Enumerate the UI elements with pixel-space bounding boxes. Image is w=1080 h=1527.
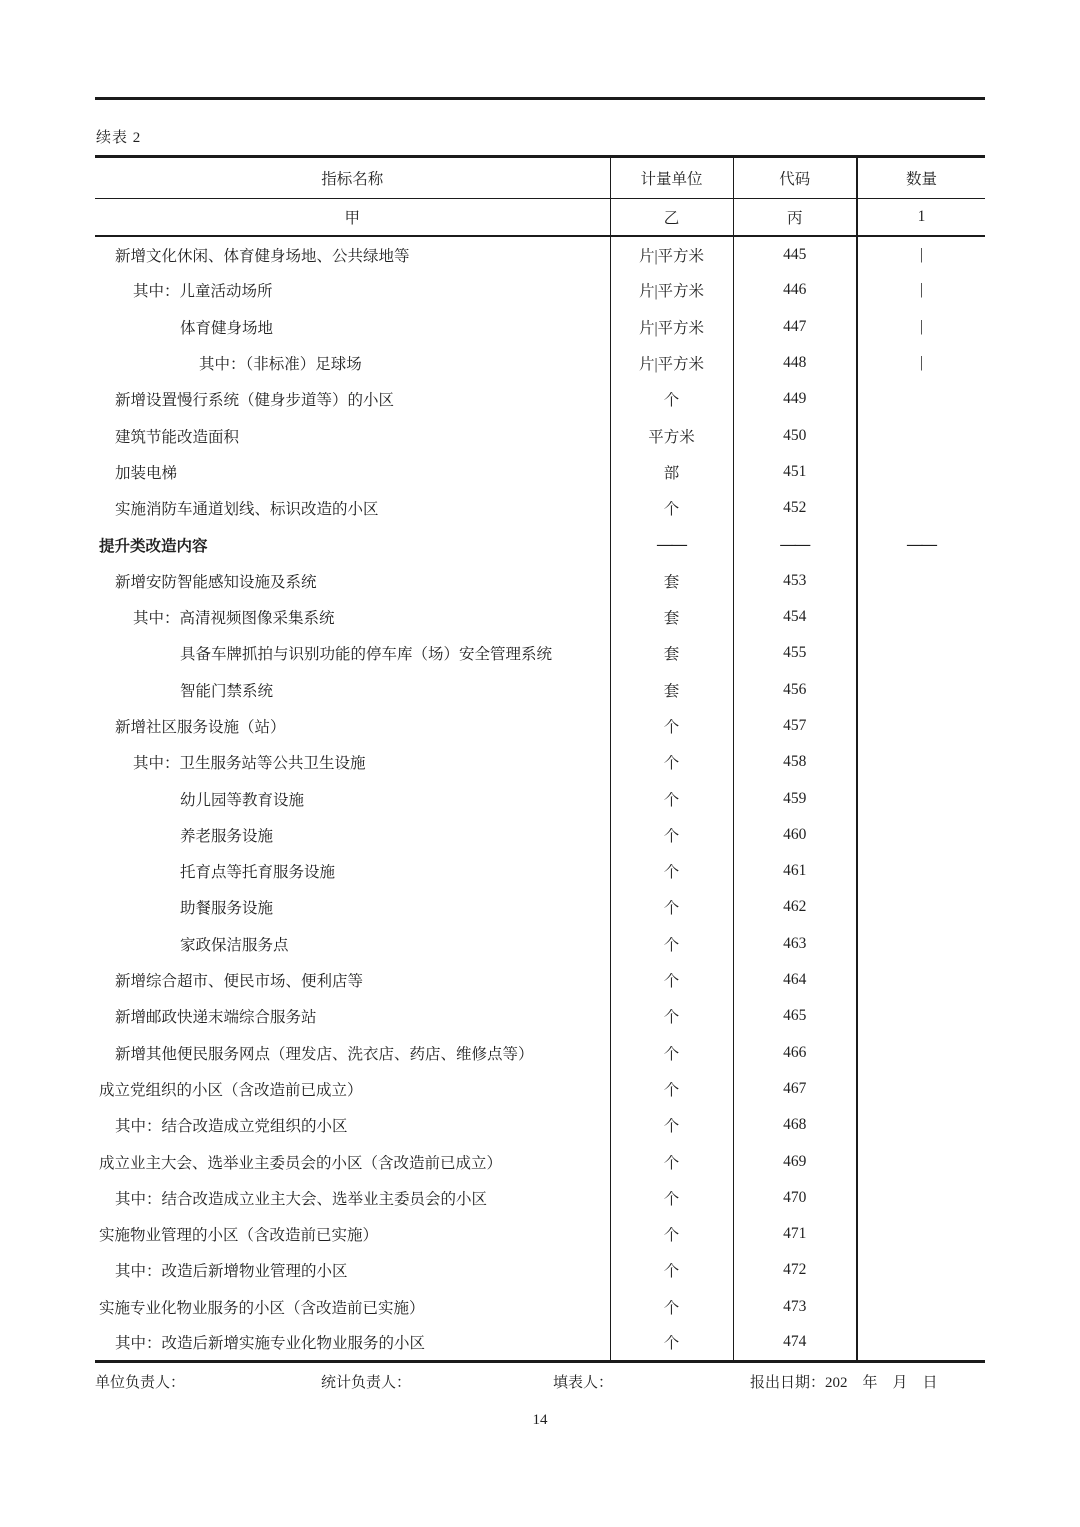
table-row — [95, 635, 985, 671]
column-header-row — [95, 157, 985, 199]
code-cell: —— — [733, 526, 857, 562]
unit-cell: 个 — [610, 744, 733, 780]
code-cell: 473 — [733, 1289, 857, 1325]
code-cell: 474 — [733, 1325, 857, 1361]
table-row — [95, 236, 985, 272]
quantity-cell — [857, 998, 985, 1034]
unit-cell: 个 — [610, 962, 733, 998]
table-row — [95, 962, 985, 998]
indicator-name-cell: 加装电梯 — [95, 454, 610, 490]
quantity-cell — [857, 1180, 985, 1216]
table-row — [95, 272, 985, 308]
unit-cell: 个 — [610, 1325, 733, 1361]
indicator-name-cell: 养老服务设施 — [95, 817, 610, 853]
indicator-name-cell: 托育点等托育服务设施 — [95, 853, 610, 889]
table-row — [95, 1325, 985, 1361]
code-cell: 472 — [733, 1252, 857, 1288]
table-row — [95, 454, 985, 490]
indicator-name-cell: 其中：高清视频图像采集系统 — [95, 599, 610, 635]
indicator-name-cell: 其中：改造后新增实施专业化物业服务的小区 — [95, 1325, 610, 1361]
code-cell: 445 — [733, 236, 857, 272]
column-header-code: 代码 — [733, 157, 857, 199]
unit-cell: 套 — [610, 672, 733, 708]
column-key-row — [95, 199, 985, 237]
unit-cell: —— — [610, 526, 733, 562]
table-row — [95, 417, 985, 453]
indicator-name-cell: 其中：结合改造成立党组织的小区 — [95, 1107, 610, 1143]
code-cell: 451 — [733, 454, 857, 490]
code-cell: 448 — [733, 345, 857, 381]
indicator-name-cell: 具备车牌抓拍与识别功能的停车库（场）安全管理系统 — [95, 635, 610, 671]
indicator-name-cell: 新增其他便民服务网点（理发店、洗衣店、药店、维修点等） — [95, 1035, 610, 1071]
column-key-yi: 乙 — [610, 199, 733, 237]
quantity-cell — [857, 817, 985, 853]
table-row — [95, 1216, 985, 1252]
table-row — [95, 490, 985, 526]
table-row — [95, 599, 985, 635]
unit-cell: 片|平方米 — [610, 236, 733, 272]
quantity-cell — [857, 1143, 985, 1179]
indicator-name-cell: 实施物业管理的小区（含改造前已实施） — [95, 1216, 610, 1252]
page-number: 14 — [532, 1412, 548, 1428]
indicator-name-cell: 幼儿园等教育设施 — [95, 780, 610, 816]
indicator-name-cell: 新增综合超市、便民市场、便利店等 — [95, 962, 610, 998]
table-body — [95, 236, 985, 1361]
quantity-cell — [857, 1325, 985, 1361]
code-cell: 461 — [733, 853, 857, 889]
table-row — [95, 1252, 985, 1288]
indicator-name-cell: 实施专业化物业服务的小区（含改造前已实施） — [95, 1289, 610, 1325]
indicator-name-cell: 助餐服务设施 — [95, 889, 610, 925]
unit-cell: 个 — [610, 1035, 733, 1071]
column-key-jia: 甲 — [95, 199, 610, 237]
indicator-name-cell: 建筑节能改造面积 — [95, 417, 610, 453]
table-row — [95, 1143, 985, 1179]
unit-cell: 个 — [610, 853, 733, 889]
quantity-cell — [857, 780, 985, 816]
unit-cell: 个 — [610, 1180, 733, 1216]
code-cell: 462 — [733, 889, 857, 925]
unit-head-label: 单位负责人： — [95, 1375, 186, 1391]
indicator-name-cell: 成立党组织的小区（含改造前已成立） — [95, 1071, 610, 1107]
table-row — [95, 744, 985, 780]
quantity-cell — [857, 926, 985, 962]
table-row — [95, 817, 985, 853]
code-cell: 447 — [733, 309, 857, 345]
table-row — [95, 1180, 985, 1216]
quantity-cell — [857, 962, 985, 998]
table-header — [95, 157, 985, 237]
unit-cell: 个 — [610, 889, 733, 925]
report-date-label: 报出日期：202 年 月 日 — [750, 1375, 938, 1391]
table-row — [95, 853, 985, 889]
indicator-name-cell: 其中：（非标准）足球场 — [95, 345, 610, 381]
indicator-name-cell: 新增设置慢行系统（健身步道等）的小区 — [95, 381, 610, 417]
table-row — [95, 1289, 985, 1325]
header-rule — [95, 97, 985, 100]
code-cell: 458 — [733, 744, 857, 780]
quantity-cell — [857, 454, 985, 490]
unit-cell: 片|平方米 — [610, 272, 733, 308]
unit-cell: 个 — [610, 1252, 733, 1288]
signature-footer — [95, 1371, 985, 1393]
quantity-cell: | — [919, 245, 924, 263]
unit-cell: 个 — [610, 998, 733, 1034]
table-row — [95, 1071, 985, 1107]
unit-cell: 个 — [610, 817, 733, 853]
indicator-name-cell: 其中：改造后新增物业管理的小区 — [95, 1252, 610, 1288]
column-header-quantity: 数量 — [857, 157, 985, 199]
unit-cell: 个 — [610, 1107, 733, 1143]
indicator-table — [95, 155, 985, 1363]
column-key-1: 1 — [857, 199, 985, 237]
indicator-name-cell: 家政保洁服务点 — [95, 926, 610, 962]
code-cell: 469 — [733, 1143, 857, 1179]
indicator-name-cell: 其中：结合改造成立业主大会、选举业主委员会的小区 — [95, 1180, 610, 1216]
code-cell: 466 — [733, 1035, 857, 1071]
table-row — [95, 526, 985, 562]
unit-cell: 个 — [610, 708, 733, 744]
code-cell: 460 — [733, 817, 857, 853]
code-cell: 454 — [733, 599, 857, 635]
quantity-cell: | — [919, 317, 924, 335]
unit-cell: 个 — [610, 1289, 733, 1325]
table-row — [95, 563, 985, 599]
table-row — [95, 309, 985, 345]
indicator-name-cell: 其中：卫生服务站等公共卫生设施 — [95, 744, 610, 780]
unit-cell: 个 — [610, 381, 733, 417]
quantity-cell — [857, 381, 985, 417]
indicator-name-cell: 其中：儿童活动场所 — [95, 272, 610, 308]
unit-cell: 个 — [610, 1143, 733, 1179]
table-row — [95, 381, 985, 417]
quantity-cell — [857, 853, 985, 889]
quantity-cell — [857, 708, 985, 744]
quantity-cell — [857, 490, 985, 526]
unit-cell: 套 — [610, 563, 733, 599]
code-cell: 465 — [733, 998, 857, 1034]
quantity-cell — [857, 417, 985, 453]
code-cell: 463 — [733, 926, 857, 962]
indicator-name-cell: 新增社区服务设施（站） — [95, 708, 610, 744]
code-cell: 467 — [733, 1071, 857, 1107]
indicator-name-cell: 提升类改造内容 — [95, 526, 610, 562]
code-cell: 446 — [733, 272, 857, 308]
table-row — [95, 672, 985, 708]
code-cell: 456 — [733, 672, 857, 708]
column-header-indicator-name: 指标名称 — [95, 157, 610, 199]
unit-cell: 个 — [610, 1216, 733, 1252]
table-row — [95, 889, 985, 925]
indicator-name-cell: 实施消防车通道划线、标识改造的小区 — [95, 490, 610, 526]
quantity-cell — [857, 889, 985, 925]
code-cell: 452 — [733, 490, 857, 526]
code-cell: 449 — [733, 381, 857, 417]
quantity-cell — [857, 1216, 985, 1252]
indicator-table-wrapper — [95, 155, 985, 1363]
code-cell: 450 — [733, 417, 857, 453]
code-cell: 464 — [733, 962, 857, 998]
code-cell: 470 — [733, 1180, 857, 1216]
quantity-cell — [857, 744, 985, 780]
table-row — [95, 998, 985, 1034]
code-cell: 468 — [733, 1107, 857, 1143]
form-filler-label: 填表人： — [553, 1375, 614, 1391]
quantity-cell — [857, 1289, 985, 1325]
column-header-unit: 计量单位 — [610, 157, 733, 199]
table-row — [95, 708, 985, 744]
table-row — [95, 345, 985, 381]
quantity-cell — [857, 672, 985, 708]
table-row — [95, 1035, 985, 1071]
quantity-cell — [857, 635, 985, 671]
quantity-cell — [857, 563, 985, 599]
table-row — [95, 926, 985, 962]
table-row — [95, 780, 985, 816]
code-cell: 457 — [733, 708, 857, 744]
unit-cell: 片|平方米 — [610, 345, 733, 381]
code-cell: 455 — [733, 635, 857, 671]
indicator-name-cell: 成立业主大会、选举业主委员会的小区（含改造前已成立） — [95, 1143, 610, 1179]
unit-cell: 个 — [610, 490, 733, 526]
quantity-cell — [857, 1107, 985, 1143]
code-cell: 453 — [733, 563, 857, 599]
code-cell: 471 — [733, 1216, 857, 1252]
quantity-cell — [857, 1035, 985, 1071]
table-continuation-label: 续表 2 — [96, 130, 142, 146]
unit-cell: 片|平方米 — [610, 309, 733, 345]
column-key-bing: 丙 — [733, 199, 857, 237]
code-cell: 459 — [733, 780, 857, 816]
quantity-cell: | — [919, 281, 924, 299]
unit-cell: 套 — [610, 635, 733, 671]
quantity-cell — [857, 1252, 985, 1288]
indicator-name-cell: 新增文化休闲、体育健身场地、公共绿地等 — [95, 236, 610, 272]
statistics-head-label: 统计负责人： — [321, 1375, 412, 1391]
indicator-name-cell: 新增安防智能感知设施及系统 — [95, 563, 610, 599]
quantity-cell: | — [919, 354, 924, 372]
unit-cell: 个 — [610, 926, 733, 962]
quantity-cell — [857, 599, 985, 635]
table-row — [95, 1107, 985, 1143]
indicator-name-cell: 体育健身场地 — [95, 309, 610, 345]
unit-cell: 个 — [610, 780, 733, 816]
unit-cell: 部 — [610, 454, 733, 490]
quantity-cell: —— — [907, 535, 936, 553]
quantity-cell — [857, 1071, 985, 1107]
indicator-name-cell: 智能门禁系统 — [95, 672, 610, 708]
indicator-name-cell: 新增邮政快递末端综合服务站 — [95, 998, 610, 1034]
unit-cell: 平方米 — [610, 417, 733, 453]
unit-cell: 套 — [610, 599, 733, 635]
unit-cell: 个 — [610, 1071, 733, 1107]
